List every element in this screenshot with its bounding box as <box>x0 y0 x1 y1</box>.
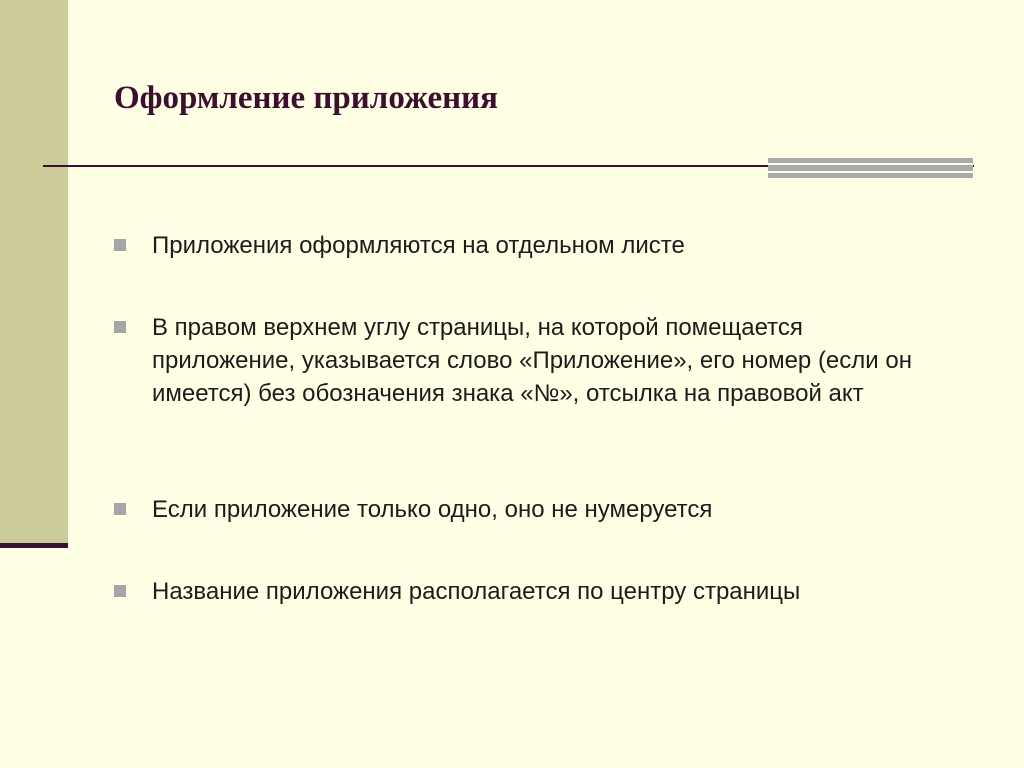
square-bullet-icon <box>114 239 126 251</box>
square-bullet-icon <box>114 321 126 333</box>
bullet-text: Если приложение только одно, оно не нумеруется <box>152 496 713 523</box>
bullet-text: Название приложения располагается по центру страницы <box>152 578 801 605</box>
square-bullet-icon <box>114 503 126 515</box>
bullet-text: В правом верхнем углу страницы, на которой помещается приложение, указывается слово «Приложение», его номер (если он имеется) без обозначения знака «№», отсылка на правовой акт <box>152 314 912 407</box>
square-bullet-icon <box>114 585 126 597</box>
bullet-text: Приложения оформляются на отдельном листе <box>152 232 685 259</box>
slide-title: Оформление приложения <box>114 80 499 116</box>
